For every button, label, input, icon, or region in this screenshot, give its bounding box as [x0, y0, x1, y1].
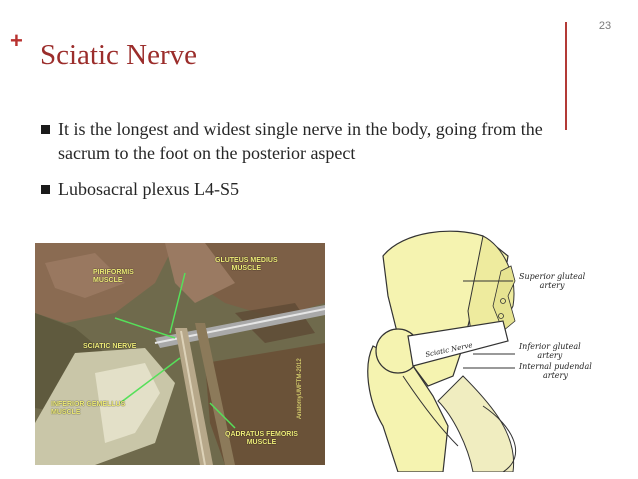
slide-title: Sciatic Nerve — [40, 39, 198, 71]
bullet-text: Lubosacral plexus L4-S5 — [58, 179, 239, 199]
bullet-text: It is the longest and widest single nerve in the body, going from the sacrum to the foot on the posterior aspect — [58, 119, 543, 163]
bullet-list — [41, 117, 561, 213]
accent-divider — [565, 22, 567, 130]
label-internal-pudendal-artery: Internal pudendal artery — [519, 362, 592, 380]
label-sciatic-nerve-photo: SCIATIC NERVE — [83, 343, 137, 350]
label-gluteus-medius: GLUTEUS MEDIUS MUSCLE — [215, 257, 278, 272]
photo-watermark: AnatomyUMFTM-2012 — [297, 358, 303, 419]
label-quadratus-femoris: QADRATUS FEMORIS MUSCLE — [225, 431, 298, 446]
square-bullet-icon — [41, 125, 50, 134]
bullet-item — [41, 117, 561, 165]
label-piriformis: PIRIFORMIS MUSCLE — [93, 269, 134, 284]
label-inferior-gluteal-artery: Inferior gluteal artery — [519, 342, 581, 360]
anatomy-diagram — [343, 226, 604, 472]
plus-icon: + — [10, 28, 23, 53]
label-superior-gluteal-artery: Superior gluteal artery — [519, 272, 586, 290]
label-inferior-gemellus: INFERIOR GEMELLUS MUSCLE — [51, 401, 126, 416]
square-bullet-icon — [41, 185, 50, 194]
page-number: 23 — [598, 20, 612, 32]
dissection-photo — [35, 243, 325, 465]
label-sciatic-nerve-diagram: Sciatic Nerve — [424, 341, 474, 359]
bullet-item — [41, 177, 561, 201]
